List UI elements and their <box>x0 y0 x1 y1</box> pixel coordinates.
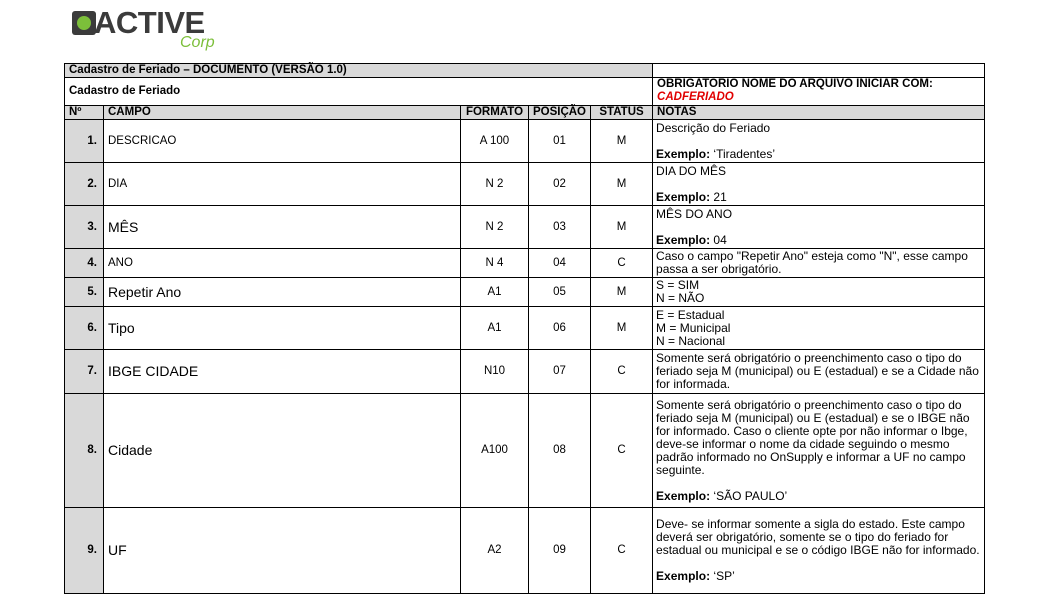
note-text: Caso o campo "Repetir Ano" esteja como "N", esse campo passa a ser obrigatório. <box>656 249 968 276</box>
field-format: A 100 <box>461 120 529 163</box>
field-format: N10 <box>461 350 529 394</box>
header-posicao: POSIÇÃO <box>529 106 591 120</box>
document-title: Cadastro de Feriado – DOCUMENTO (VERSÃO 1.0) <box>65 64 653 78</box>
logo-brand: ACTIVE <box>94 5 205 40</box>
field-position: 01 <box>529 120 591 163</box>
field-status: M <box>591 120 653 163</box>
field-status: M <box>591 278 653 307</box>
note-example <box>656 191 981 204</box>
example-label: Exemplo: <box>656 189 711 204</box>
field-status: C <box>591 249 653 278</box>
field-name: Cidade <box>104 394 461 508</box>
field-name: MÊS <box>104 206 461 249</box>
note-text: M = Municipal <box>656 320 731 335</box>
field-format: A100 <box>461 394 529 508</box>
field-notes <box>653 508 985 594</box>
field-name: DIA <box>104 163 461 206</box>
note-text: E = Estadual <box>656 307 725 322</box>
field-name: DESCRICAO <box>104 120 461 163</box>
note-text: N = NÃO <box>656 291 705 305</box>
field-format: N 2 <box>461 163 529 206</box>
example-value: ‘Tiradentes’ <box>710 146 775 161</box>
note-example <box>656 570 981 583</box>
note-text: N = Nacional <box>656 333 726 348</box>
logo-mark-icon <box>72 11 96 35</box>
field-position: 05 <box>529 278 591 307</box>
field-format: A1 <box>461 278 529 307</box>
field-position: 09 <box>529 508 591 594</box>
row-number: 3. <box>65 206 104 249</box>
filename-rule-label: OBRIGATORIO NOME DO ARQUIVO INICIAR COM: <box>657 78 933 90</box>
note-text: DIA DO MÊS <box>656 163 727 178</box>
table-row <box>65 249 985 278</box>
note-example <box>656 148 981 161</box>
field-name: Repetir Ano <box>104 278 461 307</box>
header-formato: FORMATO <box>461 106 529 120</box>
field-format: A1 <box>461 307 529 350</box>
example-value: 04 <box>710 232 727 247</box>
header-notas: NOTAS <box>653 106 985 120</box>
row-number: 8. <box>65 394 104 508</box>
table-row <box>65 350 985 394</box>
row-number: 4. <box>65 249 104 278</box>
field-position: 03 <box>529 206 591 249</box>
example-label: Exemplo: <box>656 569 711 583</box>
row-number: 9. <box>65 508 104 594</box>
example-value: ‘SP’ <box>710 569 735 583</box>
field-notes <box>653 350 985 394</box>
field-position: 02 <box>529 163 591 206</box>
active-corp-logo <box>72 5 222 53</box>
header-status: STATUS <box>591 106 653 120</box>
table-row <box>65 206 985 249</box>
field-name: UF <box>104 508 461 594</box>
logo-sub: Corp <box>180 34 215 51</box>
table-row <box>65 120 985 163</box>
field-notes <box>653 163 985 206</box>
field-position: 08 <box>529 394 591 508</box>
field-notes <box>653 307 985 350</box>
example-label: Exemplo: <box>656 232 711 247</box>
field-status: C <box>591 508 653 594</box>
row-number: 1. <box>65 120 104 163</box>
row-number: 7. <box>65 350 104 394</box>
header-num: Nº <box>65 106 104 120</box>
field-name: Tipo <box>104 307 461 350</box>
note-example <box>656 490 981 503</box>
row-number: 5. <box>65 278 104 307</box>
table-row <box>65 508 985 594</box>
field-status: M <box>591 163 653 206</box>
note-text: Descrição do Feriado <box>656 120 771 135</box>
table-row <box>65 163 985 206</box>
example-label: Exemplo: <box>656 146 711 161</box>
table-row <box>65 278 985 307</box>
field-status: C <box>591 394 653 508</box>
note-text: Somente será obrigatório o preenchimento caso o tipo do feriado seja M (municipal) ou E (estadual) e se a Cidade não for informada. <box>656 351 979 391</box>
field-format: N 4 <box>461 249 529 278</box>
field-position: 04 <box>529 249 591 278</box>
header-campo: CAMPO <box>104 106 461 120</box>
field-status: C <box>591 350 653 394</box>
field-position: 06 <box>529 307 591 350</box>
field-status: M <box>591 206 653 249</box>
note-text: MÊS DO ANO <box>656 206 733 221</box>
field-notes <box>653 206 985 249</box>
field-notes <box>653 249 985 278</box>
field-name: IBGE CIDADE <box>104 350 461 394</box>
field-format: N 2 <box>461 206 529 249</box>
field-notes <box>653 120 985 163</box>
field-format: A2 <box>461 508 529 594</box>
example-value: 21 <box>710 189 727 204</box>
layout-spec-table <box>64 63 985 594</box>
note-text: S = SIM <box>656 278 700 292</box>
field-status: M <box>591 307 653 350</box>
field-position: 07 <box>529 350 591 394</box>
example-value: ‘SÃO PAULO’ <box>710 488 788 503</box>
filename-rule <box>653 78 985 106</box>
field-notes <box>653 394 985 508</box>
note-text: Somente será obrigatório o preenchimento caso o tipo do feriado seja M (municipal) ou E (estadual) e se o IBGE não for informado. Caso o cliente opte por não informar o Ibge, deve-se informar o nome da cidade seguindo o mesmo padrão informado no OnSupply e informar a UF no campo seguinte. <box>656 397 970 477</box>
note-text: Deve- se informar somente a sigla do estado. Este campo deverá ser obrigatório, somente se o tipo do feriado for estadual ou municipal e se o código IBGE não for informado. <box>656 517 980 557</box>
table-row <box>65 307 985 350</box>
section-title: Cadastro de Feriado <box>65 78 653 106</box>
row-number: 2. <box>65 163 104 206</box>
row-number: 6. <box>65 307 104 350</box>
filename-rule-value: CADFERIADO <box>657 91 734 103</box>
example-label: Exemplo: <box>656 488 711 503</box>
field-notes <box>653 278 985 307</box>
note-example <box>656 234 981 247</box>
field-name: ANO <box>104 249 461 278</box>
table-row <box>65 394 985 508</box>
